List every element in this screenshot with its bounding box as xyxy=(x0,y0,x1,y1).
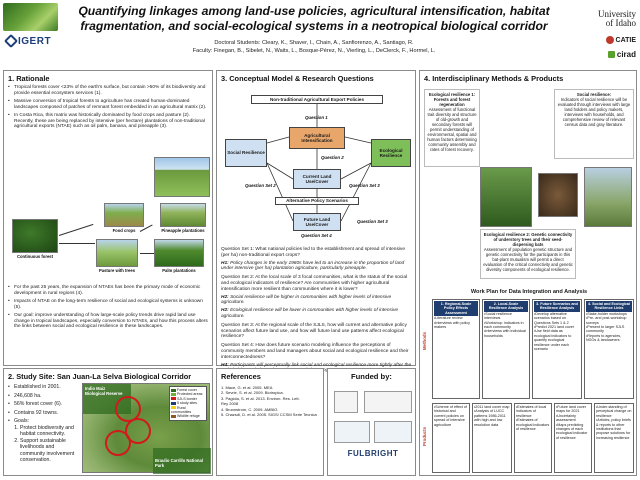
food-crops-photo xyxy=(104,203,144,227)
conceptual-model-panel xyxy=(216,70,416,366)
reference-list xyxy=(221,385,321,417)
rationale-bullet: • For the past 25 years, the expansion of NTAEs has been the primary mode of economic development in rural regions (4). xyxy=(8,285,208,297)
legend-swatch xyxy=(171,389,176,392)
alternative-policy-scenarios-box: Alternative Policy Scenarios xyxy=(275,197,359,205)
study-site-fact: • Contains 92 towns. xyxy=(8,410,82,417)
reference-item: 2. Sevrie, S. et al. 2009. Biotropica. xyxy=(221,390,284,396)
workplan-product-item: •Maps predicting changes of each ecological indicator of resilience xyxy=(556,422,588,440)
legend-swatch xyxy=(171,397,176,400)
ecological-resilience-1-callout xyxy=(424,89,480,167)
title-line-2: fragmentation, and social-ecological systems in a neotropical biological corridor xyxy=(80,19,548,33)
hypothesis-1 xyxy=(221,261,413,273)
arrow-line xyxy=(345,137,371,143)
study-site-goal: 1. Protect biodiversity and habitat connectivity. xyxy=(20,425,80,438)
arrow-line xyxy=(267,137,289,143)
workplan-method: •Reports to agencies, NGOs & landowners xyxy=(586,333,622,343)
workplan-column-header: 4. Social and Ecological Resilience Links xyxy=(587,302,630,311)
funder-seal-logo xyxy=(334,391,358,413)
workplan-method: •Pre- and post-workshop surveys xyxy=(586,316,627,325)
methods-products-panel xyxy=(419,70,637,476)
transition-arrow xyxy=(59,224,94,236)
rationale-title: 1. Rationale xyxy=(8,74,50,83)
transition-arrow xyxy=(59,243,95,244)
cirad-logo xyxy=(608,50,636,59)
food-crops-label: Food crops xyxy=(112,228,136,233)
future-land-use-box: Future Land Use/Cover xyxy=(293,213,341,231)
legend-label: 5 study sites xyxy=(177,401,197,406)
rationale-panel xyxy=(3,70,213,366)
funder-logo xyxy=(364,391,412,413)
callout-text: Indicators of social resilience will be evaluated through interviews with large land holders and policy makers, interviews with households, and comprehensive review of relevant census data and gray literature. xyxy=(557,97,631,127)
arrow-line xyxy=(341,163,371,221)
workplan-product-item: •Under-standing of perceptual change on resilience xyxy=(596,405,632,418)
rationale-bullets-2 xyxy=(8,285,208,332)
community-photo xyxy=(584,167,632,227)
reference-item: 4. Brunnstrom, C. 2009. AMBIO. xyxy=(221,406,279,412)
institution-logos xyxy=(566,6,638,66)
reference-item: 3. Pagiola, S. et al. 2013. Environ. Res. Lett. xyxy=(221,395,300,401)
legend-label: SJLS border xyxy=(177,396,197,401)
faculty: Faculty: Finegan, B., Sibelet, N., Waits, L., Bosque-Pérez, N., Vierling, L., DeClerck, F., Hormel, L. xyxy=(192,47,436,54)
references-title: References xyxy=(221,372,261,381)
workplan-product-item: •Uncertainty assessment xyxy=(556,413,576,423)
hypothesis-2a-prefix: H2: xyxy=(221,294,229,300)
transition-arrow xyxy=(140,253,154,254)
workplan-product-item: •Estimates of ecological indicators of resilience xyxy=(516,418,550,432)
reference-item: 5. Chazsdi, D. et al. 2005. SIGS/ CCSM Serie Tecnica xyxy=(221,412,317,418)
workplan-column xyxy=(432,299,480,399)
study-site-panel xyxy=(3,368,213,476)
pasture-with-trees-label: Pasture with trees xyxy=(98,268,136,273)
university-of-idaho-logo xyxy=(598,10,636,28)
cirad-logo-text: cirad xyxy=(616,50,636,59)
workplan-product-item: •2011 land cover map xyxy=(474,405,510,409)
research-questions xyxy=(221,247,413,374)
workplan-method: •Develop alternative scenarios based on Questions Sets 1 & 2 xyxy=(534,311,569,325)
igert-logo xyxy=(6,34,66,48)
workplan-column-header: 2. Local-Scale Resilience Analysis xyxy=(484,301,528,312)
hypothesis-2b xyxy=(221,308,413,320)
question-label: Question Set 3 xyxy=(357,219,388,224)
workplan-method: •Use field data as ecological indicators to quantify ecological resilience under each scenario xyxy=(534,329,572,352)
agricultural-intensification-box: Agricultural Intensification xyxy=(289,127,345,149)
funder-logo xyxy=(334,421,370,443)
doctoral-students: Doctoral Students: Cleary, K., Shaver, I., Chain, A., Sanfiorenzo, A., Santiago, R. xyxy=(214,40,414,46)
pineapple-plantations-photo xyxy=(160,203,206,227)
indio-maiz-label: Indio Maiz Biological Reserve xyxy=(85,386,123,396)
workplan-method: •Stake-holder workshops xyxy=(586,311,627,316)
catie-mark-icon xyxy=(606,36,614,44)
funded-by-title: Funded by: xyxy=(351,372,392,381)
palm-plantations-photo xyxy=(154,239,204,267)
hypothesis-2a xyxy=(221,295,413,307)
callout-title: Ecological resilience 1: Forests and forest regeneration xyxy=(428,92,476,107)
study-site-fact: • 56% forest cover (6). xyxy=(8,401,82,408)
ecological-resilience-2-callout xyxy=(480,229,576,279)
study-site-circle xyxy=(105,430,131,456)
question-set-3: Question Set 3: At the regional scale of the SJLS, how will current and alternative policy scenarios affect future land use, and how will future land use patterns affect ecological resilience? xyxy=(221,322,407,340)
social-resilience-callout xyxy=(554,89,634,159)
legend-item xyxy=(171,414,205,418)
legend-label: Forest cover xyxy=(177,388,197,392)
question-label: Question 2 xyxy=(321,155,344,160)
workplan-method: •Interviews with policy makers xyxy=(434,320,470,330)
study-site-fact: • 246,608 ha. xyxy=(8,393,82,400)
workplan-product-item: •Future land cover maps for 2021 xyxy=(556,405,586,414)
legend-swatch xyxy=(171,393,176,396)
hypothesis-1-prefix: H1: xyxy=(221,260,229,266)
leaf-photo xyxy=(3,3,58,31)
workplan-product xyxy=(554,403,592,473)
hypothesis-2b-prefix: H2: xyxy=(221,308,229,314)
workplan-column xyxy=(532,299,582,399)
cirad-mark-icon xyxy=(608,51,615,58)
workplan-product xyxy=(594,403,634,473)
palm-plantations-label: Palm plantations xyxy=(162,268,196,273)
workplan-product-item: •Analysis of LUCC patterns 1986-2011 with high and low resolution data xyxy=(474,409,506,427)
fulbright-logo: FULBRIGHT xyxy=(347,449,399,458)
workplan-product-item: •Articles, policy briefs & reports to other institutions that propose solutions for increasing resilience xyxy=(596,418,631,440)
conceptual-model-title: 3. Conceptual Model & Research Questions xyxy=(221,74,374,83)
workplan-method: •Present to larger SJLS community xyxy=(586,325,625,334)
catie-logo xyxy=(606,36,636,44)
legend-label: Rural communities xyxy=(171,405,192,415)
igert-logo-text: IGERT xyxy=(18,35,52,47)
bat-photo xyxy=(538,173,578,217)
rationale-bullet: • Massive conversion of tropical forests to agriculture has created human-dominated landscapes composed of patches of remnant forest embedded in an agricultural matrix (2). xyxy=(8,99,208,111)
workplan-column-header: 1. Regional-Scale Policy Effects Assessment xyxy=(434,301,478,316)
legend-label: Wildlife refuge xyxy=(177,414,200,419)
rationale-bullet: • Impacts of NTAE on the long-term resilience of social and ecological systems is unknown (5). xyxy=(8,299,208,311)
question-label: Question 1 xyxy=(305,115,328,120)
funded-by-panel xyxy=(327,368,416,476)
hypothesis-2b-text: Ecological resilience will be lower in communities with higher levels of intensive agriculture. xyxy=(221,308,399,319)
workplan-method: •Literature review xyxy=(434,316,463,321)
rationale-bullet: • Our goal: improve understanding of how large-scale policy trends drive rapid land use change in tropical landscapes, especially conversion to NTAEs, and how this process alters the links between social and ecological resilience in these landscapes. xyxy=(8,313,208,331)
workplan-product-item: •Scheme of effect of historical and current policies on spread of intensive agriculture xyxy=(434,405,467,427)
ecological-resilience-box: Ecological Resilience xyxy=(371,139,411,167)
legend-label: Protected areas xyxy=(177,392,203,397)
workplan-product xyxy=(472,403,512,473)
products-row-label: Products xyxy=(422,426,427,446)
references-panel xyxy=(216,368,324,476)
pineapple-top-photo xyxy=(154,157,210,197)
continuous-forest-label: Continuous forest xyxy=(16,254,54,259)
author-list xyxy=(70,40,558,55)
question-label: Question Set 2 xyxy=(245,183,276,188)
workplan-column-header: 3. Future Scenarios and Resilience Analysis xyxy=(534,301,580,312)
pineapple-plantations-label: Pineapple plantations xyxy=(161,228,205,233)
callout-text: Assessment of functional trait diversity and structure of old-growth and secondary forests will permit understanding of environmental, spatial and human factors determining community assembly and rates of forest recovery. xyxy=(427,107,477,152)
legend-swatch xyxy=(171,402,176,405)
igert-mark-icon xyxy=(4,34,18,48)
arrow-line xyxy=(267,163,293,221)
map-legend xyxy=(169,386,207,421)
reference-item: Rey 2008 xyxy=(221,401,239,407)
funder-logo xyxy=(374,421,412,443)
workplan-product-item: •Estimates of local indicators of resilience xyxy=(516,405,547,418)
title-line-1: Quantifying linkages among land-use policies, agricultural intensification, habitat xyxy=(78,4,550,18)
poster-title xyxy=(70,4,558,34)
hypothesis-4-prefix: H4: xyxy=(221,362,229,368)
study-site-title: 2. Study Site: San Juan-La Selva Biological Corridor xyxy=(8,372,192,381)
methods-row-label: Methods xyxy=(422,331,427,351)
legend-swatch xyxy=(171,406,176,409)
workplan-method: •Predict 2021 land cover xyxy=(534,325,575,330)
braulio-carrillo-label: Braulio Carrillo National Park xyxy=(155,458,203,468)
uidaho-line-2: of Idaho xyxy=(605,18,636,28)
uidaho-line-1: University xyxy=(598,9,636,19)
legend-item xyxy=(171,406,205,415)
pasture-with-trees-photo xyxy=(96,239,138,267)
study-site-goal: 2. Support sustainable livelihoods and community involvement conservation. xyxy=(20,438,80,464)
hypothesis-2a-text: Social resilience will be higher in communities with higher levels of intensive agriculture. xyxy=(221,294,392,306)
study-site-fact: • Established in 2001. xyxy=(8,384,82,391)
methods-title: 4. Interdisciplinary Methods & Products xyxy=(424,74,564,83)
study-site-goals xyxy=(14,425,80,463)
question-label: Question Set 4 xyxy=(301,233,332,238)
current-land-use-box: Current Land Use/Cover xyxy=(293,169,341,189)
social-resilience-box: Social Resilience xyxy=(225,139,267,167)
workplan-column xyxy=(482,299,530,399)
reference-item: 1. Mace, G. et al. 2005. MEA xyxy=(221,385,273,390)
catie-logo-text: CATIE xyxy=(615,36,636,44)
rationale-bullet: • Tropical forests cover <23% of the earth's surface, but contain >50% of its biodiversity and provide essential ecosystem services (1). xyxy=(8,85,208,97)
question-label: Question Set 3 xyxy=(349,183,380,188)
study-site-fact: • Goals: xyxy=(8,418,82,425)
continuous-forest-photo xyxy=(12,219,58,253)
ntae-policies-box: Non-traditional Agricultural Export Policies xyxy=(251,95,383,104)
workplan-product xyxy=(514,403,552,473)
question-set-4: Question Set 4: How does future scenario modeling influence the perceptions of community members and land managers about social and ecological resilience and their interconnectedness? xyxy=(221,343,409,360)
workplan-column xyxy=(584,299,634,399)
callout-text: Assessment of population genetic structure and genetic connectivity for the participants in this bat-plant mutualism will permit a direct evaluation of the critical connectivity and genetic diversity components of ecological resilience. xyxy=(483,247,573,272)
rationale-bullet: • In Costa Rica, this matrix was historically dominated by food crops and pasture (2). Recently, these are being replaced by intensive (per hectare) plantations of non-traditional agricultural exports (NTAE) such as oil palm, banana, and pineapple (3). xyxy=(8,113,208,131)
study-site-map xyxy=(82,383,210,473)
callout-title: Social resilience: xyxy=(576,92,612,97)
conceptual-diagram xyxy=(217,71,417,238)
question-set-2: Question Set 2: At the local scale of 3 focal communities, what is the status of the social and ecological indicators of resilience? Are communities with higher agricultural intensification more resilient than communities where it is lower? xyxy=(221,275,408,292)
rationale-bullets xyxy=(8,85,208,132)
forest-canopy-photo xyxy=(480,167,532,227)
workplan-method: •Social resilience interviews xyxy=(484,311,512,321)
hypothesis-4-text: Participants will perceptually link social and ecological resilience more tightly after the xyxy=(230,362,412,368)
question-set-1: Question Set 1: What national policies led to the establishment and spread of intensive (per ha) non-traditional export crops? xyxy=(221,247,405,258)
callout-title: Ecological resilience 2: Genetic connectivity of understory trees and their seed-dispersing bats xyxy=(483,232,573,247)
legend-swatch xyxy=(171,415,176,418)
hypothesis-1-text: Policy changes in the early 1980s have led to an increase in the proportion of land under intensive (per ha) plantation agriculture, particularly pineapple. xyxy=(221,260,405,272)
workplan-title: Work Plan for Data Integration and Analysis xyxy=(470,289,588,295)
workplan-method: •Interviews with individual households xyxy=(484,329,526,338)
workplan-method: •Workshop: indicators in each community xyxy=(484,320,524,330)
study-site-facts xyxy=(8,384,82,427)
poster-header xyxy=(0,0,640,66)
workplan-product xyxy=(432,403,470,473)
